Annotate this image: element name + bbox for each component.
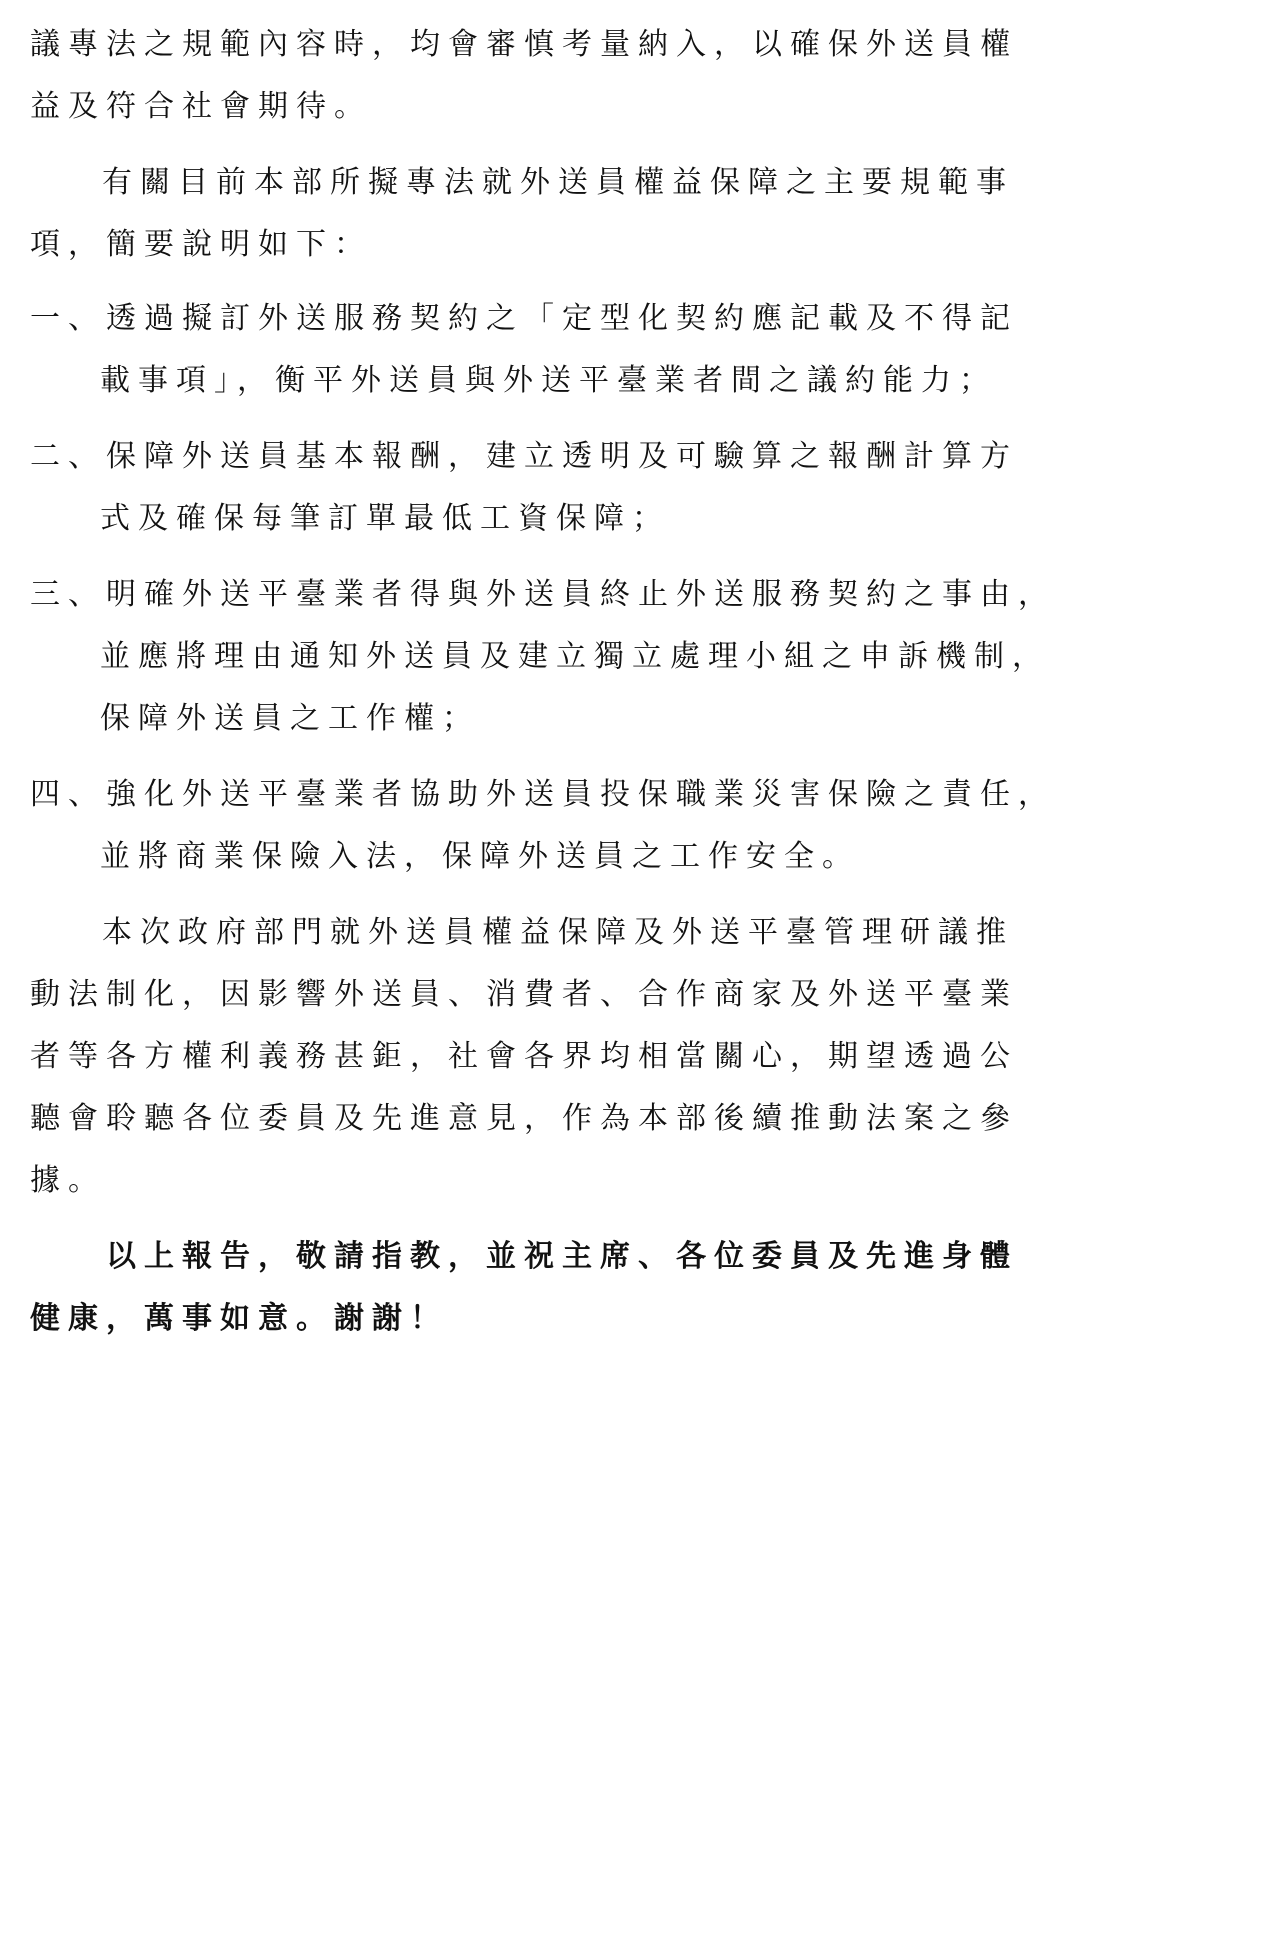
list-item-3-line-2: 並應將理由通知外送員及建立獨立處理小組之申訴機制， <box>100 639 1050 674</box>
closing-paragraph-line-2: 健康，萬事如意。謝謝！ <box>30 1301 448 1336</box>
purpose-paragraph-line-2: 動法制化，因影響外送員、消費者、合作商家及外送平臺業 <box>30 977 1018 1012</box>
list-item-2-line-2: 式及確保每筆訂單最低工資保障； <box>100 501 670 536</box>
purpose-paragraph-line-4: 聽會聆聽各位委員及先進意見，作為本部後續推動法案之參 <box>30 1101 1018 1136</box>
list-item-1-line-2: 載事項」，衡平外送員與外送平臺業者間之議約能力； <box>100 363 997 398</box>
intro-paragraph-line-2: 益及符合社會期待。 <box>30 89 372 124</box>
list-item-1-line-1: 一、透過擬訂外送服務契約之「定型化契約應記載及不得記 <box>30 301 1018 336</box>
list-item-2-line-1: 二、保障外送員基本報酬，建立透明及可驗算之報酬計算方 <box>30 439 1018 474</box>
list-item-4-line-2: 並將商業保險入法，保障外送員之工作安全。 <box>100 839 860 874</box>
summary-paragraph-line-1: 有關目前本部所擬專法就外送員權益保障之主要規範事 <box>102 165 1014 200</box>
summary-paragraph-line-2: 項，簡要說明如下： <box>30 227 372 262</box>
closing-paragraph-line-1: 以上報告，敬請指教，並祝主席、各位委員及先進身體 <box>106 1239 1018 1274</box>
list-item-3-line-1: 三、明確外送平臺業者得與外送員終止外送服務契約之事由， <box>30 577 1056 612</box>
purpose-paragraph-line-5: 據。 <box>30 1163 106 1198</box>
intro-paragraph-line-1: 議專法之規範內容時，均會審慎考量納入，以確保外送員權 <box>30 27 1018 62</box>
purpose-paragraph-line-1: 本次政府部門就外送員權益保障及外送平臺管理研議推 <box>102 915 1014 950</box>
list-item-3-line-3: 保障外送員之工作權； <box>100 701 480 736</box>
purpose-paragraph-line-3: 者等各方權利義務甚鉅，社會各界均相當關心，期望透過公 <box>30 1039 1018 1074</box>
list-item-4-line-1: 四、強化外送平臺業者協助外送員投保職業災害保險之責任， <box>30 777 1056 812</box>
